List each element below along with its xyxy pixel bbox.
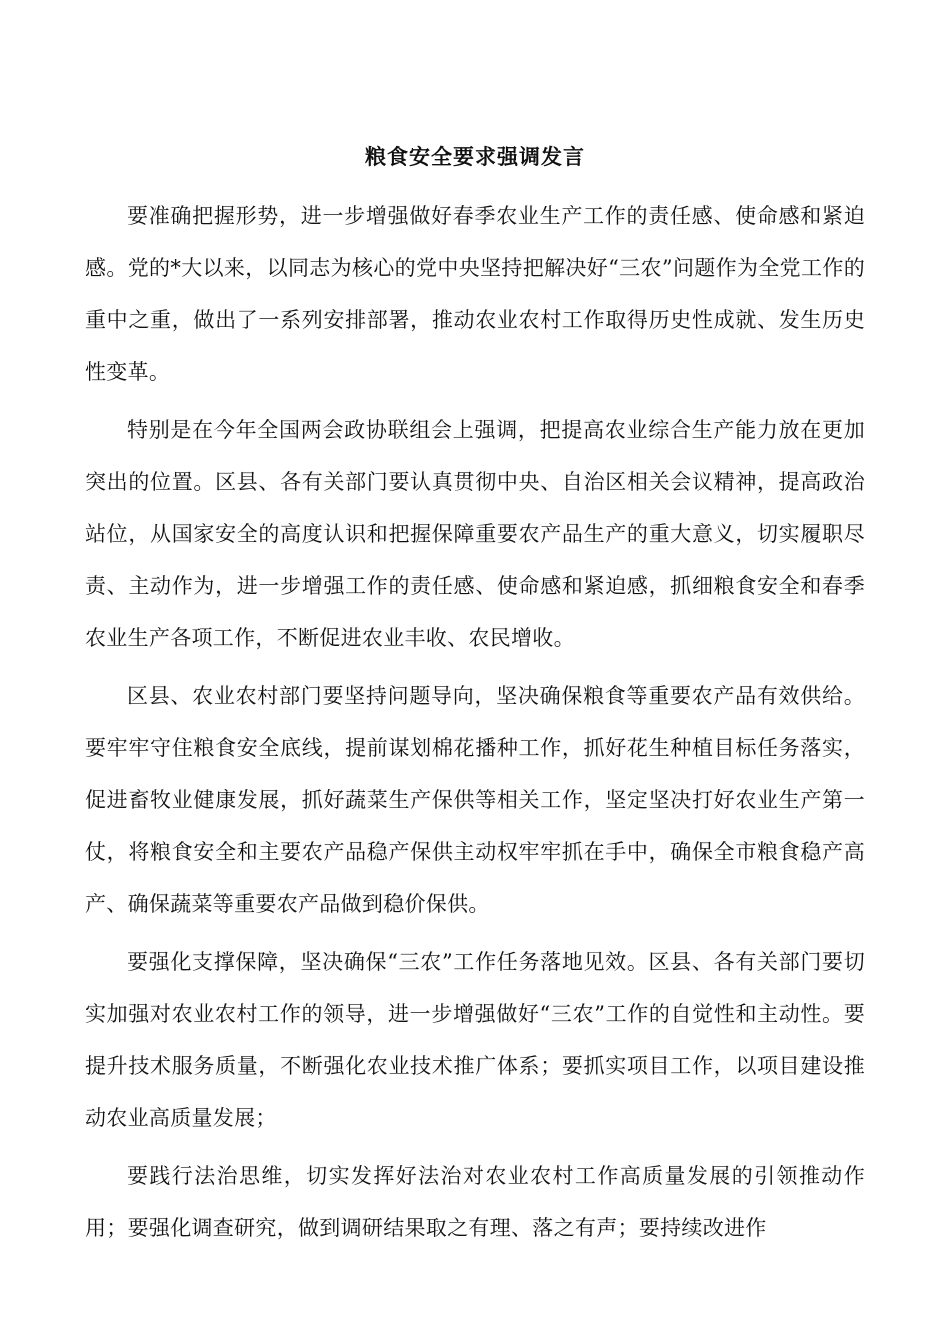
paragraph-1: 要准确把握形势，进一步增强做好春季农业生产工作的责任感、使命感和紧迫感。党的*大以来，以同志为核心的党中央坚持把解决好“三农”问题作为全党工作的重中之重，做出了一系列安排部署，推动农业农村工作取得历史性成就、发生历史性变革。 <box>85 204 865 384</box>
paragraph-4: 要强化支撑保障，坚决确保“三农”工作任务落地见效。区县、各有关部门要切实加强对农业农村工作的领导，进一步增强做好“三农”工作的自觉性和主动性。要提升技术服务质量，不断强化农业技术推广体系；要抓实项目工作，以项目建设推动农业高质量发展； <box>85 950 865 1130</box>
paragraph-5: 要践行法治思维，切实发挥好法治对农业农村工作高质量发展的引领推动作用；要强化调查研究，做到调研结果取之有理、落之有声；要持续改进作 <box>85 1164 865 1240</box>
document-title: 粮食安全要求强调发言 <box>365 144 585 169</box>
paragraph-2: 特别是在今年全国两会政协联组会上强调，把提高农业综合生产能力放在更加突出的位置。区县、各有关部门要认真贯彻中央、自治区相关会议精神，提高政治站位，从国家安全的高度认识和把握保障重要农产品生产的重大意义，切实履职尽责、主动作为，进一步增强工作的责任感、使命感和紧迫感，抓细粮食安全和春季农业生产各项工作，不断促进农业丰收、农民增收。 <box>85 418 865 650</box>
document-body <box>85 190 865 1260</box>
paragraph-3: 区县、农业农村部门要坚持问题导向，坚决确保粮食等重要农产品有效供给。要牢牢守住粮食安全底线，提前谋划棉花播种工作，抓好花生种植目标任务落实，促进畜牧业健康发展，抓好蔬菜生产保供等相关工作，坚定坚决打好农业生产第一仗，将粮食安全和主要农产品稳产保供主动权牢牢抓在手中，确保全市粮食稳产高产、确保蔬菜等重要农产品做到稳价保供。 <box>85 684 865 916</box>
